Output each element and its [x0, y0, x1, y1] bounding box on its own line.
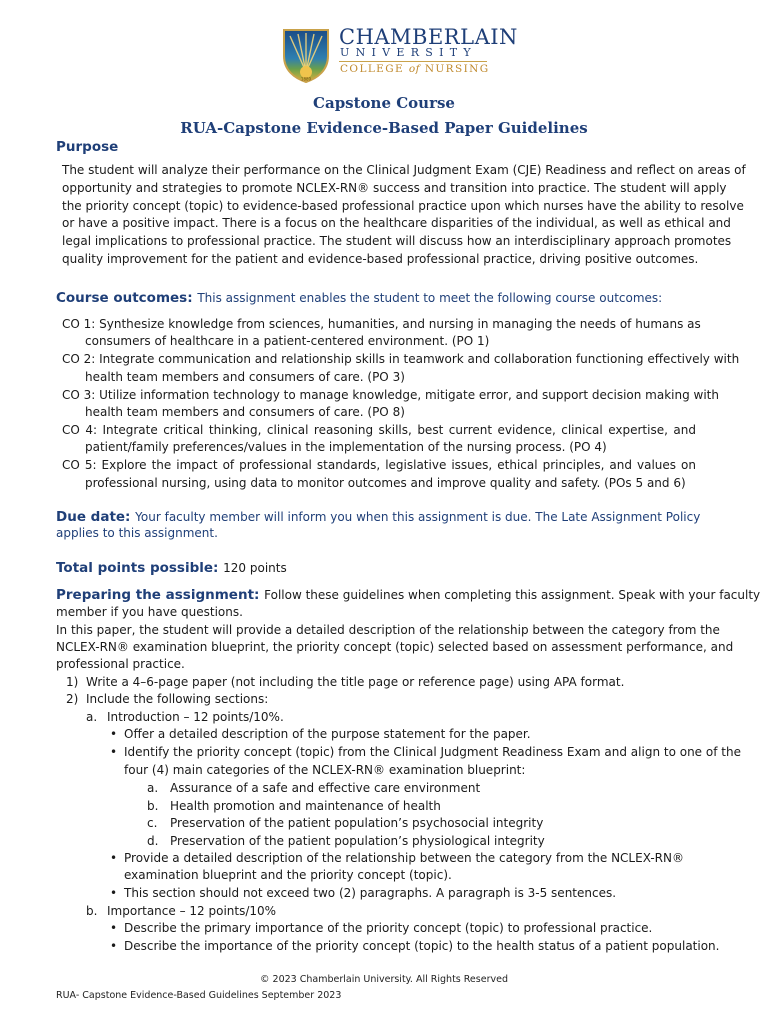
list-item-text: Offer a detailed description of the purpose statement for the paper. [124, 727, 531, 741]
list-item-text: Describe the primary importance of the priority concept (topic) to professional practice. [124, 921, 653, 935]
course-outcome-item: CO 5: Explore the impact of professional standards, legislative issues, ethical principles, and values on [62, 458, 696, 473]
paper-description-line: In this paper, the student will provide a detailed description of the relationship between the category from the [56, 623, 720, 637]
bullet-icon: • [110, 727, 118, 741]
preparing-lead: Follow these guidelines when completing this assignment. Speak with your faculty [264, 588, 761, 602]
section-introduction: Introduction – 12 points/10%. [107, 710, 284, 724]
list-item-text: four (4) main categories of the NCLEX-RN® examination blueprint: [124, 763, 526, 777]
section-marker: a. [86, 710, 98, 724]
section-marker: b. [86, 904, 98, 918]
purpose-line: legal implications to professional practice. The student will discuss how an interdisciplinary approach promotes [62, 234, 732, 249]
footer-document-id: RUA- Capstone Evidence-Based Guidelines September 2023 [56, 990, 342, 1001]
list-item-text: Include the following sections: [86, 692, 269, 706]
preparing-lead-cont: member if you have questions. [56, 605, 243, 619]
preparing-heading: Preparing the assignment: Follow these guidelines when completing this assignment. Speak with your faculty [56, 587, 761, 603]
purpose-line: or have a positive impact. There is a focus on the healthcare disparities of the individual, as well as ethical and [62, 216, 731, 231]
list-number: 2) [66, 692, 79, 706]
purpose-line: opportunity and strategies to promote NCLEX-RN® success and transition into practice. The student will apply [62, 180, 727, 195]
due-date-text-cont: applies to this assignment. [56, 526, 218, 540]
course-outcome-item-cont: patient/family preferences/values in the implementation of the nursing process. (PO 4) [85, 440, 607, 455]
category-marker: d. [147, 833, 159, 848]
due-date-text: Your faculty member will inform you when this assignment is due. The Late Assignment Policy [135, 510, 701, 524]
list-item-text: Identify the priority concept (topic) from the Clinical Judgment Readiness Exam and align to one of the [124, 745, 741, 759]
course-outcome-item-cont: health team members and consumers of care. (PO 3) [85, 369, 405, 384]
university-subtitle: UNIVERSITY [340, 46, 477, 59]
category-marker: c. [147, 816, 158, 831]
footer-copyright: © 2023 Chamberlain University. All Rights Reserved [260, 974, 508, 985]
list-item-text: examination blueprint and the priority concept (topic). [124, 868, 452, 882]
paper-description-line: professional practice. [56, 657, 185, 671]
course-outcome-item: CO 4: Integrate critical thinking, clinical reasoning skills, best current evidence, clinical expertise, and [62, 422, 696, 437]
course-outcome-item-cont: professional nursing, using data to monitor outcomes and improve quality and safety. (POs 5 and 6) [85, 475, 686, 490]
university-name: CHAMBERLAIN [339, 25, 518, 49]
shield-seal-icon [280, 26, 332, 84]
course-outcomes-lead: This assignment enables the student to meet the following course outcomes: [197, 291, 663, 305]
bullet-icon: • [110, 745, 118, 759]
list-item-text: Write a 4–6-page paper (not including the title page or reference page) using APA format. [86, 675, 625, 689]
chamberlain-logo [280, 25, 518, 84]
purpose-line: the priority concept (topic) to evidence-based professional practice upon which nurses have the ability to resolve [62, 198, 744, 213]
due-date-heading: Due date: Your faculty member will inform you when this assignment is due. The Late Assignment Policy [56, 509, 701, 525]
section-importance: Importance – 12 points/10% [107, 904, 277, 918]
list-item-text: This section should not exceed two (2) paragraphs. A paragraph is 3-5 sentences. [124, 886, 617, 900]
bullet-icon: • [110, 886, 118, 900]
course-outcome-item: CO 1: Synthesize knowledge from sciences, humanities, and nursing in managing the needs of humans as [62, 317, 701, 331]
total-points-value: 120 points [223, 561, 287, 575]
list-item-text: Provide a detailed description of the relationship between the category from the NCLEX-RN® [124, 851, 684, 865]
category-marker: a. [147, 781, 159, 795]
course-outcome-item: CO 3: Utilize information technology to manage knowledge, mitigate error, and support decision making with [62, 387, 719, 402]
paper-description-line: NCLEX-RN® examination blueprint, the priority concept (topic) selected based on assessment performance, and [56, 640, 734, 654]
document-title: RUA-Capstone Evidence-Based Paper Guidelines [180, 119, 588, 137]
category-marker: b. [147, 798, 159, 813]
course-title: Capstone Course [313, 94, 455, 112]
course-outcome-item-cont: consumers of healthcare in a patient-centered environment. (PO 1) [85, 334, 490, 349]
bullet-icon: • [110, 921, 118, 935]
blueprint-category: Assurance of a safe and effective care environment [170, 781, 481, 795]
list-number: 1) [66, 675, 79, 689]
blueprint-category: Health promotion and maintenance of health [170, 798, 441, 813]
blueprint-category: Preservation of the patient population’s physiological integrity [170, 833, 545, 848]
bullet-icon: • [110, 939, 118, 953]
course-outcome-item-cont: health team members and consumers of care. (PO 8) [85, 405, 405, 419]
seal-year: 1889 [300, 76, 312, 82]
course-outcomes-heading: Course outcomes: This assignment enables the student to meet the following course outcomes: [56, 290, 663, 306]
blueprint-category: Preservation of the patient population’s psychosocial integrity [170, 816, 544, 831]
purpose-line: quality improvement for the patient and evidence-based professional practice, driving positive outcomes. [62, 252, 699, 266]
college-name: COLLEGE of NURSING [340, 63, 490, 75]
total-points-heading: Total points possible: 120 points [56, 560, 287, 576]
list-item-text: Describe the importance of the priority concept (topic) to the health status of a patient population. [124, 939, 720, 953]
purpose-line: The student will analyze their performance on the Clinical Judgment Exam (CJE) Readiness and reflect on areas of [62, 163, 746, 177]
course-outcome-item: CO 2: Integrate communication and relationship skills in teamwork and collaboration functioning effectively with [62, 352, 740, 367]
purpose-heading: Purpose [56, 139, 119, 155]
bullet-icon: • [110, 851, 118, 865]
